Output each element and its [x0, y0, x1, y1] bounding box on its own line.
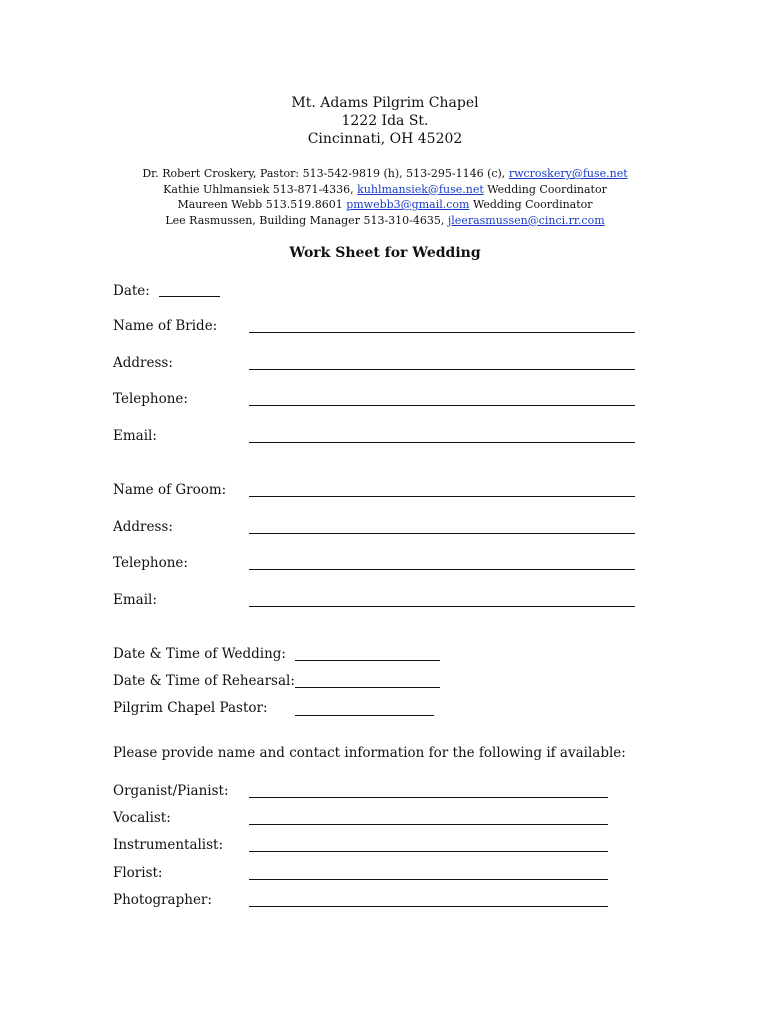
groom-email-line[interactable]: [249, 606, 635, 607]
groom-telephone-label: Telephone:: [113, 555, 188, 571]
bride-name-label: Name of Bride:: [113, 318, 218, 334]
vocalist-line[interactable]: [249, 824, 608, 825]
contact-pastor: [0, 166, 770, 182]
date-line[interactable]: [159, 296, 220, 297]
groom-address-label: Address:: [113, 519, 173, 535]
bride-address-line[interactable]: [249, 369, 635, 370]
photographer-line[interactable]: [249, 906, 608, 907]
contact-text: Wedding Coordinator: [483, 182, 607, 196]
bride-email-label: Email:: [113, 428, 157, 444]
groom-name-label: Name of Groom:: [113, 482, 227, 498]
wedding-time-line[interactable]: [295, 660, 440, 661]
instrumentalist-label: Instrumentalist:: [113, 837, 224, 853]
groom-email-label: Email:: [113, 592, 157, 608]
vendor-instruction: Please provide name and contact information for the following if available:: [113, 745, 626, 761]
bride-telephone-label: Telephone:: [113, 391, 188, 407]
photographer-label: Photographer:: [113, 892, 212, 908]
groom-telephone-line[interactable]: [249, 569, 635, 570]
organist-label: Organist/Pianist:: [113, 783, 229, 799]
wedding-time-label: Date & Time of Wedding:: [113, 646, 286, 662]
contact-coordinator-2: [0, 197, 770, 213]
contact-building-manager: [0, 213, 770, 229]
groom-name-line[interactable]: [249, 496, 635, 497]
chapel-street: 1222 Ida St.: [341, 113, 429, 129]
bride-telephone-line[interactable]: [249, 405, 635, 406]
worksheet-title: Work Sheet for Wedding: [289, 245, 481, 261]
contact-coordinator-1: [0, 182, 770, 198]
rehearsal-time-label: Date & Time of Rehearsal:: [113, 673, 295, 689]
bride-address-label: Address:: [113, 355, 173, 371]
groom-address-line[interactable]: [249, 533, 635, 534]
vocalist-label: Vocalist:: [113, 810, 171, 826]
contact-text: Wedding Coordinator: [469, 198, 593, 211]
bride-name-line[interactable]: [249, 332, 635, 333]
pastor-label: Pilgrim Chapel Pastor:: [113, 700, 268, 716]
instrumentalist-line[interactable]: [249, 851, 608, 852]
contact-text: Kathie Uhlmansiek 513-871-4336,: [163, 182, 358, 196]
email-link[interactable]: jleerasmussen@cinci.rr.com: [447, 213, 605, 227]
rehearsal-time-line[interactable]: [295, 687, 440, 688]
organist-line[interactable]: [249, 797, 608, 798]
florist-label: Florist:: [113, 865, 163, 881]
contact-text: Dr. Robert Croskery, Pastor: 513-542-9819 (h), 513-295-1146 (c),: [142, 167, 509, 180]
date-label: Date:: [113, 283, 150, 299]
email-link[interactable]: pmwebb3@gmail.com: [346, 198, 470, 211]
email-link[interactable]: rwcroskery@fuse.net: [508, 167, 628, 180]
contact-text: Maureen Webb 513.519.8601: [177, 198, 347, 211]
contact-text: Lee Rasmussen, Building Manager 513-310-4635,: [165, 213, 448, 227]
florist-line[interactable]: [249, 879, 608, 880]
pastor-line[interactable]: [295, 715, 434, 716]
chapel-name: Mt. Adams Pilgrim Chapel: [291, 95, 479, 111]
email-link[interactable]: kuhlmansiek@fuse.net: [357, 182, 484, 196]
chapel-city: Cincinnati, OH 45202: [307, 131, 463, 147]
bride-email-line[interactable]: [249, 442, 635, 443]
